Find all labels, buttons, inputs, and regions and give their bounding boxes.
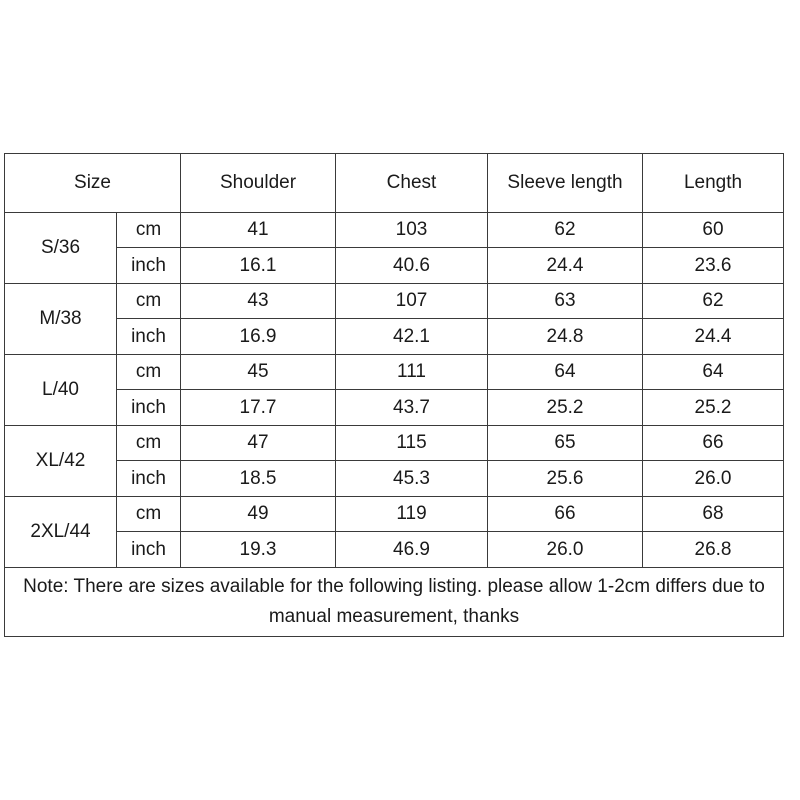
size-label: 2XL/44 [5,497,117,568]
table-row [5,213,784,248]
sleeve-value: 25.6 [488,461,643,497]
chest-value: 46.9 [336,532,488,568]
unit-label: cm [117,426,181,461]
length-value: 68 [643,497,784,532]
shoulder-value: 18.5 [181,461,336,497]
note-row [5,568,784,637]
shoulder-value: 16.1 [181,248,336,284]
unit-label: inch [117,248,181,284]
table-row [5,461,784,497]
table-row [5,355,784,390]
length-value: 23.6 [643,248,784,284]
length-value: 24.4 [643,319,784,355]
unit-label: inch [117,319,181,355]
sleeve-value: 25.2 [488,390,643,426]
sleeve-value: 66 [488,497,643,532]
chest-value: 103 [336,213,488,248]
header-sleeve-length: Sleeve length [488,154,643,213]
shoulder-value: 45 [181,355,336,390]
sleeve-value: 26.0 [488,532,643,568]
header-shoulder: Shoulder [181,154,336,213]
table-row [5,248,784,284]
table-row [5,390,784,426]
chest-value: 45.3 [336,461,488,497]
size-label: M/38 [5,284,117,355]
header-chest: Chest [336,154,488,213]
table-row [5,497,784,532]
header-length: Length [643,154,784,213]
chest-value: 40.6 [336,248,488,284]
sleeve-value: 64 [488,355,643,390]
size-label: XL/42 [5,426,117,497]
sleeve-value: 24.4 [488,248,643,284]
chest-value: 107 [336,284,488,319]
unit-label: cm [117,213,181,248]
table-row [5,532,784,568]
sleeve-value: 63 [488,284,643,319]
table-row [5,319,784,355]
sleeve-value: 24.8 [488,319,643,355]
table-row [5,426,784,461]
unit-label: inch [117,461,181,497]
length-value: 26.8 [643,532,784,568]
size-label: L/40 [5,355,117,426]
size-chart-table [4,153,784,637]
chest-value: 111 [336,355,488,390]
chest-value: 119 [336,497,488,532]
shoulder-value: 43 [181,284,336,319]
length-value: 26.0 [643,461,784,497]
shoulder-value: 17.7 [181,390,336,426]
unit-label: inch [117,390,181,426]
length-value: 66 [643,426,784,461]
shoulder-value: 41 [181,213,336,248]
shoulder-value: 49 [181,497,336,532]
chest-value: 43.7 [336,390,488,426]
unit-label: cm [117,284,181,319]
size-label: S/36 [5,213,117,284]
sleeve-value: 62 [488,213,643,248]
length-value: 25.2 [643,390,784,426]
header-size: Size [5,154,181,213]
header-row [5,154,784,213]
shoulder-value: 47 [181,426,336,461]
chest-value: 115 [336,426,488,461]
length-value: 62 [643,284,784,319]
measurement-note: Note: There are sizes available for the following listing. please allow 1-2cm differs due to manual measurement, thanks [5,568,784,637]
length-value: 60 [643,213,784,248]
chest-value: 42.1 [336,319,488,355]
sleeve-value: 65 [488,426,643,461]
table-row [5,284,784,319]
length-value: 64 [643,355,784,390]
unit-label: cm [117,355,181,390]
shoulder-value: 19.3 [181,532,336,568]
shoulder-value: 16.9 [181,319,336,355]
unit-label: inch [117,532,181,568]
unit-label: cm [117,497,181,532]
